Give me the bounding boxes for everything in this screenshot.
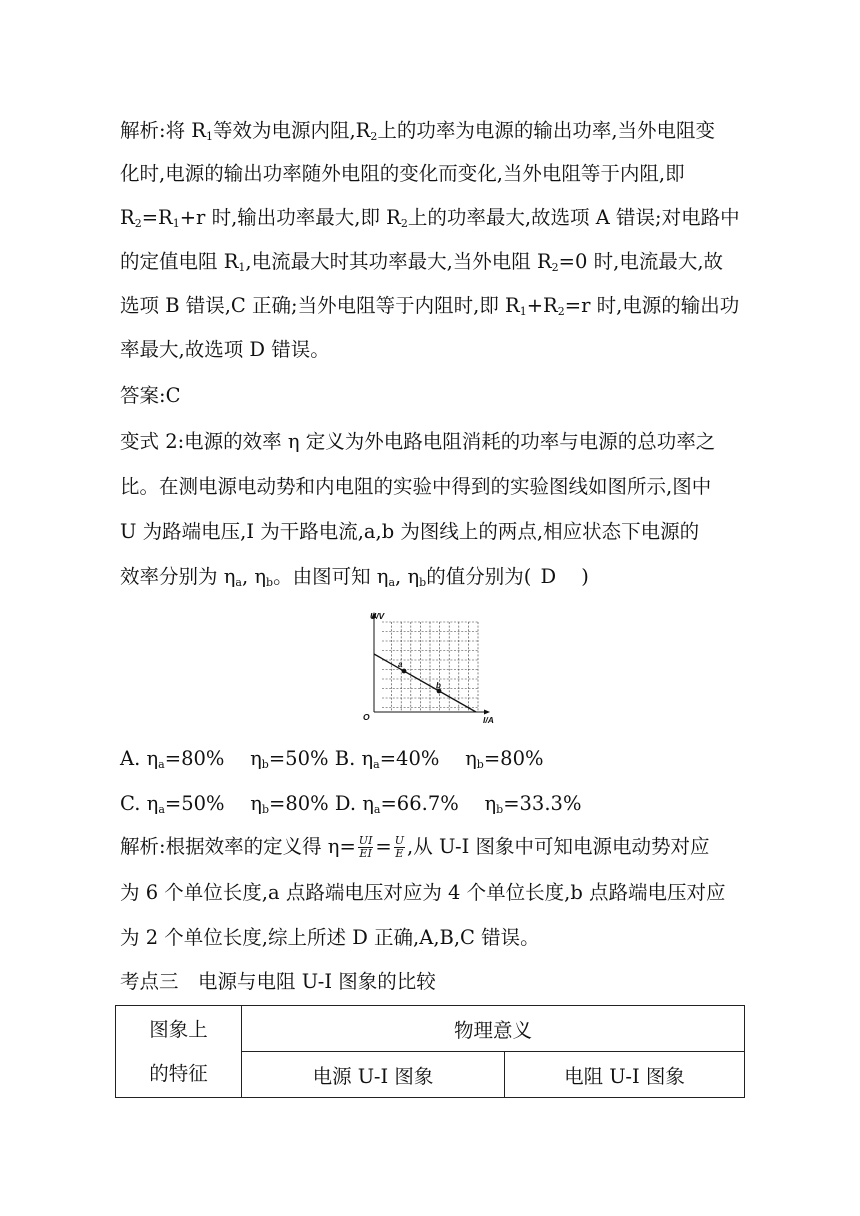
analysis1-line5: 选项 B 错误,C 正确;当外电阻等于内阻时,即 $R_1+R_2=r$ 时,电源的输出功: [120, 294, 740, 318]
analysis1-line1: 解析:将 $R_1$等效为电源内阻$,R_2$上的功率为电源的输出功率,当外电阻变: [120, 119, 716, 143]
options-line-ab: [120, 746, 760, 772]
fraction-ui-ei: $\frac{UI}{EI}$: [358, 834, 373, 860]
analysis2-line3: 为 2 个单位长度,综上所述 D 正确,A,B,C 错误。: [120, 926, 540, 949]
source-header-cell: 电源 U-I 图象: [242, 1052, 505, 1098]
ui-line: [374, 654, 476, 712]
y-axis-label: U/V: [370, 611, 385, 621]
x-axis-arrow-icon: [484, 710, 490, 715]
point-a-label: a: [398, 660, 403, 669]
section3-title: 考点三 电源与电阻 U-I 图象的比较: [120, 970, 436, 993]
variant2-line3: U 为路端电压,I 为干路电流,a,b 为图线上的两点,相应状态下电源的: [120, 520, 700, 543]
option-c[interactable]: C. $\eta_a=50\%$ $\eta_b=80\%$: [120, 792, 329, 816]
fraction-u-e: $\frac{U}{E}$: [394, 834, 405, 860]
variant2-line4: 效率分别为 $\eta_a$, $\eta_b$。由图可知 $\eta_a$, $\eta_b$的值分别为( D ): [120, 565, 589, 589]
answer-line: 答案:C: [120, 384, 181, 407]
analysis2-line1: 解析:根据效率的定义得 η= $\frac{UI}{EI}$ = $\frac{U}{E}$ ,从 U-I 图象中可知电源电动势对应: [120, 834, 710, 860]
ui-graph: [358, 608, 504, 726]
comparison-table: [115, 1005, 745, 1098]
analysis1-line6: 率最大,故选项 D 错误。: [120, 338, 330, 361]
resistor-header-cell: 电阻 U-I 图象: [505, 1052, 745, 1098]
option-a[interactable]: A. $\eta_a=80\%$ $\eta_b=50\%$: [120, 747, 329, 771]
option-d[interactable]: D. $\eta_a=66.7\%$ $\eta_b=33.3\%$: [334, 792, 582, 816]
point-a: [402, 669, 407, 674]
origin-label: O: [363, 712, 370, 722]
analysis2-line2: 为 6 个单位长度,a 点路端电压对应为 4 个单位长度,b 点路端电压对应: [120, 881, 726, 904]
variant2-line2: 比。在测电源电动势和内电阻的实验中得到的实验图线如图所示,图中: [120, 475, 712, 498]
options-line-cd: [120, 791, 760, 817]
analysis1-line4: 的定值电阻 $R_1$,电流最大时其功率最大,当外电阻 $R_2=0$ 时,电流最大,故: [120, 250, 724, 274]
analysis1-line2: 化时,电源的输出功率随外电阻的变化而变化,当外电阻等于内阻,即: [120, 162, 685, 185]
variant2-line1: 变式 2:电源的效率 η 定义为外电路电阻消耗的功率与电源的总功率之: [120, 430, 716, 453]
analysis1-line3: $R_2=R_1+r$ 时,输出功率最大,即 $R_2$上的功率最大,故选项 A 错误;对电路中: [120, 206, 740, 230]
x-axis-label: I/A: [483, 715, 494, 725]
option-b[interactable]: B. $\eta_a=40\%$ $\eta_b=80\%$: [334, 747, 544, 771]
feature-header-cell: 图象上 的特征: [116, 1006, 242, 1098]
meaning-header-cell: 物理意义: [242, 1006, 745, 1052]
answer-choice: D: [540, 565, 557, 588]
point-b-label: b: [436, 681, 441, 690]
